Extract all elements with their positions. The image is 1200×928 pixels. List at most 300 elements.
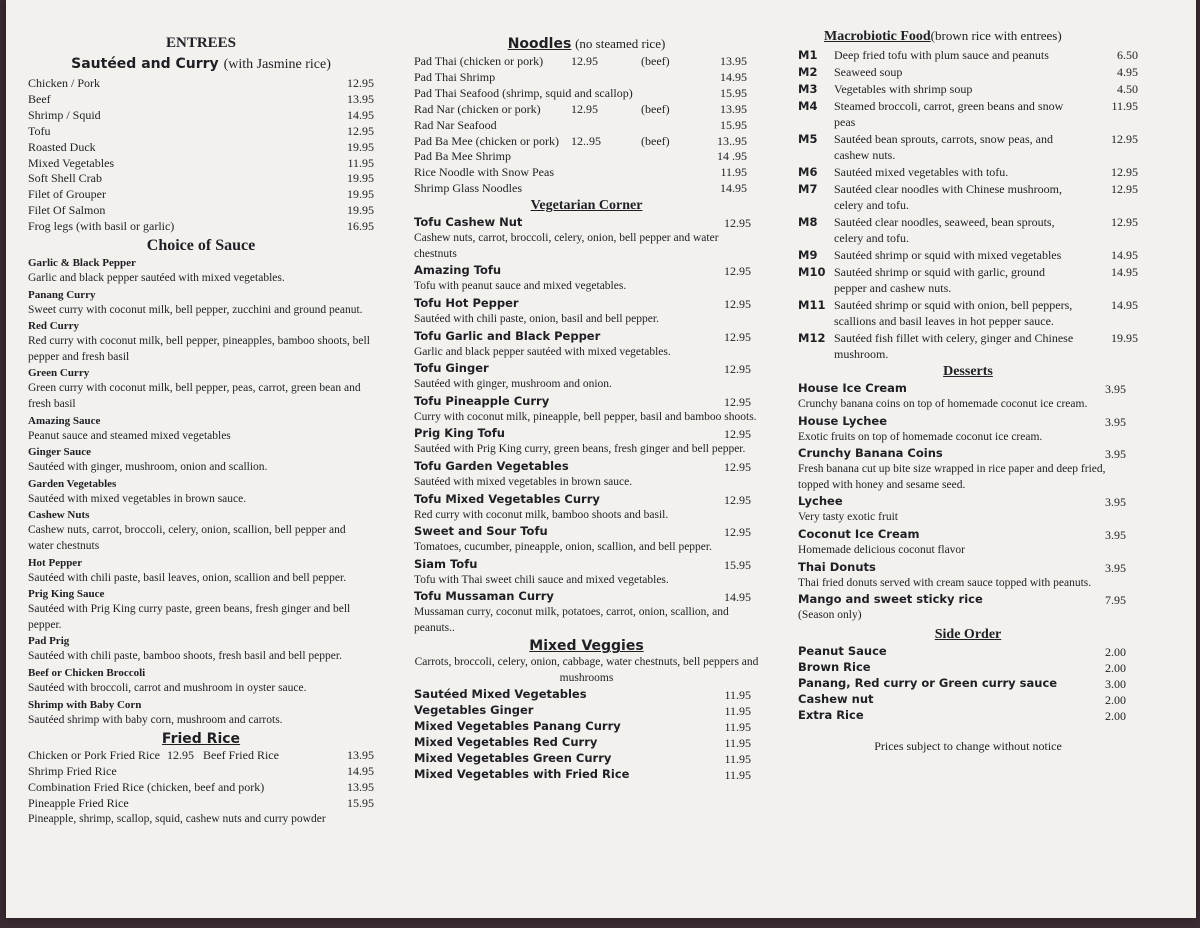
dessert-item xyxy=(798,592,1138,624)
item-name: Filet of Grouper xyxy=(28,187,106,202)
vegetarian-item xyxy=(414,329,759,361)
item-price: 11.95 xyxy=(724,703,751,718)
item-price: 14.95 xyxy=(347,764,374,779)
menu-row xyxy=(414,703,759,719)
macro-row xyxy=(798,330,1138,362)
saute-curry-label: Sautéed and Curry xyxy=(71,56,219,72)
item-price: 13.95 xyxy=(347,91,374,106)
dessert-item-header xyxy=(798,560,1138,576)
sauce-item xyxy=(28,508,374,554)
sauce-name: Hot Pepper xyxy=(28,556,83,569)
dessert-item-header xyxy=(798,414,1138,430)
vegetarian-item-header xyxy=(414,459,759,475)
vegetarian-item xyxy=(414,524,759,556)
item-price: 12.95 xyxy=(724,296,751,311)
item-price: 11.95 xyxy=(724,751,751,766)
sauce-name: Panang Curry xyxy=(28,288,96,301)
sauce-name: Amazing Sauce xyxy=(28,414,101,427)
item-desc: Sautéed with ginger, mushroom and onion. xyxy=(414,378,612,391)
item-name: Sweet and Sour Tofu xyxy=(414,524,548,539)
item-price: 19.95 xyxy=(347,203,374,218)
dessert-item xyxy=(798,527,1138,559)
dessert-item-header xyxy=(798,494,1138,510)
item-price: 2.00 xyxy=(1105,708,1126,723)
item-name: Pad Thai (chicken or pork) xyxy=(414,54,544,68)
menu-row xyxy=(414,102,759,118)
dessert-item-header xyxy=(798,527,1138,543)
dessert-item xyxy=(798,414,1138,446)
price-notice: Prices subject to change without notice xyxy=(874,738,1062,753)
item-name: Siam Tofu xyxy=(414,556,478,571)
vegetarian-item xyxy=(414,557,759,589)
vegetarian-item-header xyxy=(414,426,759,442)
item-price: 16.95 xyxy=(347,219,374,234)
sauce-item xyxy=(28,556,374,587)
macro-row xyxy=(798,64,1138,80)
item-desc: Tofu with Thai sweet chili sauce and mixed vegetables. xyxy=(414,573,669,586)
item-price: 3.95 xyxy=(1105,382,1126,396)
menu-row xyxy=(28,124,374,140)
item-code: M4 xyxy=(798,99,818,113)
item-name: Pad Thai Shrimp xyxy=(414,69,496,84)
menu-row xyxy=(414,70,759,86)
item-desc: Sautéed shrimp or squid with mixed vegetables xyxy=(834,248,1062,262)
item-code: M2 xyxy=(798,65,818,79)
item-price: 13.95 xyxy=(720,101,747,116)
vegetarian-item xyxy=(414,394,759,426)
item-desc: Tofu with peanut sauce and mixed vegetables. xyxy=(414,280,627,293)
sauce-desc: Peanut sauce and steamed mixed vegetables xyxy=(28,429,231,442)
item-price: 12.95 xyxy=(724,459,751,474)
item-price: 14.95 xyxy=(1111,265,1138,279)
item-desc: Vegetables with shrimp soup xyxy=(834,82,973,96)
item-price-alt: 12..95 xyxy=(571,133,601,148)
item-name: Tofu Garlic and Black Pepper xyxy=(414,328,601,343)
sauce-name: Red Curry xyxy=(28,320,80,333)
item-price: 11.95 xyxy=(724,735,751,750)
item-name: Mixed Vegetables with Fried Rice xyxy=(414,766,630,781)
vegetarian-list xyxy=(414,215,759,636)
sauce-name: Garlic & Black Pepper xyxy=(28,257,136,270)
macro-row xyxy=(798,297,1138,329)
mixed-veggies-title: Mixed Veggies xyxy=(529,638,644,655)
sauce-item xyxy=(28,319,374,365)
menu-row xyxy=(28,796,374,812)
sauce-title: Choice of Sauce xyxy=(146,237,256,255)
item-name: Amazing Tofu xyxy=(414,263,502,278)
noodles-subtitle: (no steamed rice) xyxy=(575,36,666,51)
menu-row xyxy=(414,751,759,767)
item-name: Pad Ba Mee Shrimp xyxy=(414,149,511,164)
saute-curry-title xyxy=(28,53,374,76)
vegetarian-item xyxy=(414,426,759,458)
item-price: 11.95 xyxy=(720,165,747,180)
item-price: 12.95 xyxy=(347,76,374,90)
item-name: Mixed Vegetables Panang Curry xyxy=(414,718,621,733)
item-name: Sautéed Mixed Vegetables xyxy=(414,686,587,701)
item-desc: Steamed broccoli, carrot, green beans and snow peas xyxy=(834,99,1064,129)
sauce-item xyxy=(28,414,374,445)
vegetarian-title: Vegetarian Corner xyxy=(530,198,643,214)
menu-row xyxy=(414,149,759,165)
item-price: 15.95 xyxy=(347,795,374,810)
noodles-title xyxy=(414,34,759,54)
macro-row xyxy=(798,247,1138,263)
sauce-item xyxy=(28,666,374,697)
vegetarian-item xyxy=(414,589,759,636)
item-price: 4.50 xyxy=(1117,82,1138,96)
sauce-desc: Red curry with coconut milk, bell pepper, pineapples, bamboo shoots, bell pepper and fresh basil xyxy=(28,335,370,363)
item-price: 13.95 xyxy=(720,54,747,68)
item-name: Tofu Cashew Nut xyxy=(414,215,523,230)
menu-row xyxy=(28,219,374,235)
menu-row xyxy=(414,735,759,751)
sauce-desc: Sautéed with broccoli, carrot and mushroom in oyster sauce. xyxy=(28,681,307,694)
sauce-name: Green Curry xyxy=(28,367,90,380)
item-name: Cashew nut xyxy=(798,691,874,706)
menu-row xyxy=(414,86,759,102)
sauce-name: Pad Prig xyxy=(28,635,70,648)
item-desc: Homemade delicious coconut flavor xyxy=(798,543,966,556)
item-name: Extra Rice xyxy=(798,707,864,722)
sauce-item xyxy=(28,477,374,508)
item-name: Mixed Vegetables xyxy=(28,155,115,170)
item-name: Pad Ba Mee (chicken or pork) xyxy=(414,133,559,148)
item-desc: Deep fried tofu with plum sauce and peanuts xyxy=(834,48,1049,62)
sauce-item xyxy=(28,634,374,665)
sauce-desc: Cashew nuts, carrot, broccoli, celery, onion, scallion, bell pepper and water chestnuts xyxy=(28,524,346,552)
vegetarian-item-header xyxy=(414,394,759,410)
fried-rice-note: Pineapple, shrimp, scallop, squid, cashew nuts and curry powder xyxy=(28,812,326,825)
vegetarian-item-header xyxy=(414,361,759,377)
item-name: Tofu Garden Vegetables xyxy=(414,458,569,473)
entree-list xyxy=(28,76,374,235)
vegetarian-item-header xyxy=(414,492,759,508)
item-name: Rice Noodle with Snow Peas xyxy=(414,165,554,180)
sauce-desc: Garlic and black pepper sautéed with mixed vegetables. xyxy=(28,272,285,285)
vegetarian-item xyxy=(414,492,759,524)
menu-page xyxy=(6,0,1196,918)
item-price: 12.95 xyxy=(1111,215,1138,229)
menu-row xyxy=(798,644,1138,660)
menu-row xyxy=(414,118,759,134)
vegetarian-item-header xyxy=(414,296,759,312)
item-desc: Sautéed mixed vegetables with tofu. xyxy=(834,165,1009,179)
item-name: Tofu Pineapple Curry xyxy=(414,393,550,408)
sauce-list xyxy=(28,256,374,728)
item-price: 14.95 xyxy=(720,181,747,196)
item-price: 6.50 xyxy=(1117,48,1138,62)
item-code: M1 xyxy=(798,48,818,62)
menu-row xyxy=(28,171,374,187)
fried-rice-first-row xyxy=(28,748,374,764)
item-price: 11.95 xyxy=(347,155,374,170)
item-price: 3.00 xyxy=(1105,676,1126,691)
macro-row xyxy=(798,131,1138,163)
menu-row xyxy=(28,203,374,219)
saute-curry-subtitle: (with Jasmine rice) xyxy=(223,57,331,72)
item-desc: Sautéed clear noodles, seaweed, bean sprouts, celery and tofu. xyxy=(834,215,1055,245)
item-desc: Seaweed soup xyxy=(834,65,903,79)
dessert-list xyxy=(798,381,1138,624)
menu-row xyxy=(798,676,1138,692)
item-name: Crunchy Banana Coins xyxy=(798,446,943,461)
item-price: 12.95 xyxy=(724,525,751,540)
item-price: 14.95 xyxy=(724,590,751,605)
sauce-item xyxy=(28,366,374,412)
item-name: Pineapple Fried Rice xyxy=(28,795,129,810)
item-name: Mixed Vegetables Red Curry xyxy=(414,734,598,749)
macro-title xyxy=(798,26,1138,47)
item-name: Mango and sweet sticky rice xyxy=(798,592,983,607)
item-price: 12.95 xyxy=(724,216,751,231)
sauce-item xyxy=(28,587,374,633)
item-name: Prig King Tofu xyxy=(414,426,505,441)
item-price: 4.95 xyxy=(1117,65,1138,79)
item-name: House Ice Cream xyxy=(798,381,907,395)
item-name: Panang, Red curry or Green curry sauce xyxy=(798,675,1058,690)
menu-row xyxy=(414,719,759,735)
item-desc: Tomatoes, cucumber, pineapple, onion, scallion, and bell pepper. xyxy=(414,541,712,554)
dessert-item xyxy=(798,446,1138,493)
item-price: 15.95 xyxy=(720,117,747,132)
item-price: 15.95 xyxy=(720,85,747,100)
item-name: Soft Shell Crab xyxy=(28,171,102,186)
item-price: 12.95 xyxy=(347,123,374,138)
macro-list xyxy=(798,47,1138,362)
fried-rice-price-2: 13.95 xyxy=(347,748,374,763)
vegetarian-item-header xyxy=(414,215,759,231)
item-variant: (beef) xyxy=(641,133,670,148)
item-name: Shrimp Glass Noodles xyxy=(414,181,522,196)
macro-row xyxy=(798,47,1138,63)
menu-row xyxy=(798,692,1138,708)
fried-rice-title: Fried Rice xyxy=(161,731,241,748)
item-desc: Sautéed with Prig King curry, green beans, fresh ginger and bell pepper. xyxy=(414,443,746,456)
menu-row xyxy=(28,156,374,172)
item-code: M6 xyxy=(798,165,818,179)
item-name: Shrimp / Squid xyxy=(28,107,101,122)
column-noodles xyxy=(414,0,759,783)
item-code: M11 xyxy=(798,298,826,312)
item-price: 2.00 xyxy=(1105,692,1126,707)
item-price-alt: 12.95 xyxy=(571,101,598,116)
macro-row xyxy=(798,214,1138,246)
fried-rice-name: Chicken or Pork Fried Rice xyxy=(28,748,160,763)
sauce-name: Cashew Nuts xyxy=(28,509,90,522)
mixed-veggies-list xyxy=(414,687,759,783)
sauce-desc: Sweet curry with coconut milk, bell pepper, zucchini and ground peanut. xyxy=(28,303,363,316)
sauce-desc: Green curry with coconut milk, bell pepper, peas, carrot, green bean and fresh basil xyxy=(28,382,361,411)
vegetarian-item-header xyxy=(414,263,759,279)
item-name: Frog legs (with basil or garlic) xyxy=(28,219,175,234)
noodle-list xyxy=(414,54,759,197)
item-price: 3.95 xyxy=(1105,527,1126,542)
menu-row xyxy=(28,108,374,124)
item-code: M5 xyxy=(798,132,818,146)
item-desc: Thai fried donuts served with cream sauce topped with peanuts. xyxy=(798,576,1092,589)
item-code: M3 xyxy=(798,82,818,96)
item-name: Shrimp Fried Rice xyxy=(28,764,117,779)
vegetarian-item-header xyxy=(414,557,759,573)
item-name: Combination Fried Rice (chicken, beef and pork) xyxy=(28,779,265,794)
dessert-item xyxy=(798,381,1138,413)
dessert-item-header xyxy=(798,381,1138,397)
item-price: 15.95 xyxy=(724,557,751,572)
item-name: Tofu Hot Pepper xyxy=(414,295,519,310)
sauce-name: Shrimp with Baby Corn xyxy=(28,698,142,711)
item-price: 2.00 xyxy=(1105,644,1126,659)
fried-rice-price: 12.95 xyxy=(166,748,194,763)
item-name: Coconut Ice Cream xyxy=(798,526,920,541)
item-name: Chicken / Pork xyxy=(28,76,100,90)
dessert-item xyxy=(798,494,1138,526)
item-name: Mixed Vegetables Green Curry xyxy=(414,750,612,765)
item-price: 19.95 xyxy=(347,171,374,186)
item-price: 11.95 xyxy=(724,687,751,702)
item-price: 13..95 xyxy=(717,133,747,148)
vegetarian-item xyxy=(414,361,759,393)
sauce-desc: Sautéed with ginger, mushroom, onion and scallion. xyxy=(28,461,268,474)
item-desc: Sautéed shrimp or squid with onion, bell peppers, scallions and basil leaves in hot pepper sauce. xyxy=(834,298,1073,328)
item-price: 12.95 xyxy=(1111,132,1138,146)
menu-row xyxy=(414,767,759,783)
sauce-desc: Sautéed with Prig King curry paste, green beans, fresh ginger and bell pepper. xyxy=(28,603,351,631)
item-desc: Fresh banana cut up bite size wrapped in rice paper and deep fried, topped with honey and sesame seed. xyxy=(798,463,1106,491)
item-price: 12.95 xyxy=(724,394,751,409)
item-price: 19.95 xyxy=(347,139,374,154)
side-order-title: Side Order xyxy=(934,626,1002,642)
mixed-veggies-desc: Carrots, broccoli, celery, onion, cabbage, water chestnuts, bell peppers and mushrooms xyxy=(414,656,759,685)
menu-row xyxy=(28,780,374,796)
item-name: Tofu Mussaman Curry xyxy=(414,589,554,604)
fried-rice-list xyxy=(28,764,374,812)
item-price: 14.95 xyxy=(1111,248,1138,262)
item-variant: (beef) xyxy=(641,54,670,68)
item-name: Lychee xyxy=(798,494,843,509)
item-price: 12.95 xyxy=(724,362,751,377)
macro-row xyxy=(798,164,1138,180)
item-price: 13.95 xyxy=(347,779,374,794)
item-code: M7 xyxy=(798,182,818,196)
sauce-name: Ginger Sauce xyxy=(28,446,92,459)
item-name: Beef xyxy=(28,91,51,106)
item-desc: Crunchy banana coins on top of homemade coconut ice cream. xyxy=(798,398,1088,410)
item-price-alt: 12.95 xyxy=(571,54,598,68)
item-desc: Sautéed fish fillet with celery, ginger and Chinese mushroom. xyxy=(834,331,1074,361)
item-price: 19.95 xyxy=(1111,331,1138,345)
item-name: Rad Nar (chicken or pork) xyxy=(414,101,541,116)
sauce-name: Prig King Sauce xyxy=(28,588,105,601)
menu-row xyxy=(28,187,374,203)
entrees-title: ENTREES xyxy=(165,35,237,51)
item-desc: Garlic and black pepper sautéed with mixed vegetables. xyxy=(414,345,671,358)
item-desc: Sautéed with chili paste, onion, basil and bell pepper. xyxy=(414,312,659,325)
macro-subtitle: (brown rice with entrees) xyxy=(930,28,1062,43)
item-price: 14.95 xyxy=(1111,298,1138,312)
vegetarian-item xyxy=(414,263,759,295)
noodles-label: Noodles xyxy=(507,36,572,52)
item-name: House Lychee xyxy=(798,413,888,428)
item-price: 11.95 xyxy=(724,719,751,734)
item-price: 19.95 xyxy=(347,187,374,202)
item-name: Roasted Duck xyxy=(28,139,96,154)
item-desc: Curry with coconut milk, pineapple, bell pepper, basil and bamboo shoots. xyxy=(414,410,757,423)
item-price: 11.95 xyxy=(1111,99,1138,113)
item-code: M8 xyxy=(798,215,818,229)
item-desc: Exotic fruits on top of homemade coconut ice cream. xyxy=(798,430,1043,443)
item-name: Vegetables Ginger xyxy=(414,702,534,717)
item-desc: Sautéed bean sprouts, carrots, snow peas, and cashew nuts. xyxy=(834,132,1053,162)
item-price: 14.95 xyxy=(347,107,374,122)
menu-row xyxy=(28,140,374,156)
sauce-desc: Sautéed shrimp with baby corn, mushroom and carrots. xyxy=(28,713,283,726)
item-price: 12.95 xyxy=(1111,165,1138,179)
item-code: M9 xyxy=(798,248,818,262)
desserts-title: Desserts xyxy=(943,364,993,379)
item-code: M10 xyxy=(798,265,826,279)
item-desc: Sautéed clear noodles with Chinese mushroom, celery and tofu. xyxy=(834,182,1062,212)
menu-row xyxy=(414,54,759,70)
sauce-name: Garden Vegetables xyxy=(28,477,117,490)
vegetarian-item xyxy=(414,215,759,262)
item-price: 2.00 xyxy=(1105,660,1126,675)
menu-row xyxy=(414,165,759,181)
macro-label: Macrobiotic Food xyxy=(824,29,931,44)
item-price: 12.95 xyxy=(724,427,751,442)
dessert-item-header xyxy=(798,592,1138,608)
macro-row xyxy=(798,81,1138,97)
sauce-item xyxy=(28,445,374,476)
vegetarian-item-header xyxy=(414,589,759,605)
item-price: 12.95 xyxy=(724,492,751,507)
vegetarian-item xyxy=(414,459,759,491)
macro-row xyxy=(798,98,1138,130)
item-name: Peanut Sauce xyxy=(798,643,887,658)
item-name: Rad Nar Seafood xyxy=(414,117,497,132)
menu-row xyxy=(28,764,374,780)
item-price: 14 .95 xyxy=(717,149,747,164)
item-desc: (Season only) xyxy=(798,609,862,622)
sauce-desc: Sautéed with mixed vegetables in brown sauce. xyxy=(28,492,247,505)
menu-row xyxy=(798,708,1138,724)
dessert-item-header xyxy=(798,446,1138,462)
side-order-list xyxy=(798,644,1138,724)
item-price: 3.95 xyxy=(1105,447,1126,462)
menu-row xyxy=(414,181,759,197)
item-variant: (beef) xyxy=(641,101,670,116)
item-name: Thai Donuts xyxy=(798,559,876,574)
item-name: Tofu xyxy=(28,123,51,138)
item-price: 11.95 xyxy=(724,767,751,782)
sauce-name: Beef or Chicken Broccoli xyxy=(28,666,146,679)
dessert-item xyxy=(798,560,1138,592)
sauce-item xyxy=(28,288,374,319)
vegetarian-item xyxy=(414,296,759,328)
item-price: 3.95 xyxy=(1105,495,1126,510)
item-desc: Mussaman curry, coconut milk, potatoes, carrot, onion, scallion, and peanuts.. xyxy=(414,606,729,634)
item-price: 3.95 xyxy=(1105,414,1126,429)
macro-row xyxy=(798,264,1138,296)
item-desc: Red curry with coconut milk, bamboo shoots and basil. xyxy=(414,508,669,521)
item-name: Brown Rice xyxy=(798,659,871,674)
menu-row xyxy=(414,687,759,703)
column-macrobiotic xyxy=(798,0,1138,754)
sauce-desc: Sautéed with chili paste, bamboo shoots, fresh basil and bell pepper. xyxy=(28,650,342,663)
item-desc: Very tasty exotic fruit xyxy=(798,511,898,524)
item-price: 3.95 xyxy=(1105,560,1126,575)
sauce-item xyxy=(28,698,374,729)
